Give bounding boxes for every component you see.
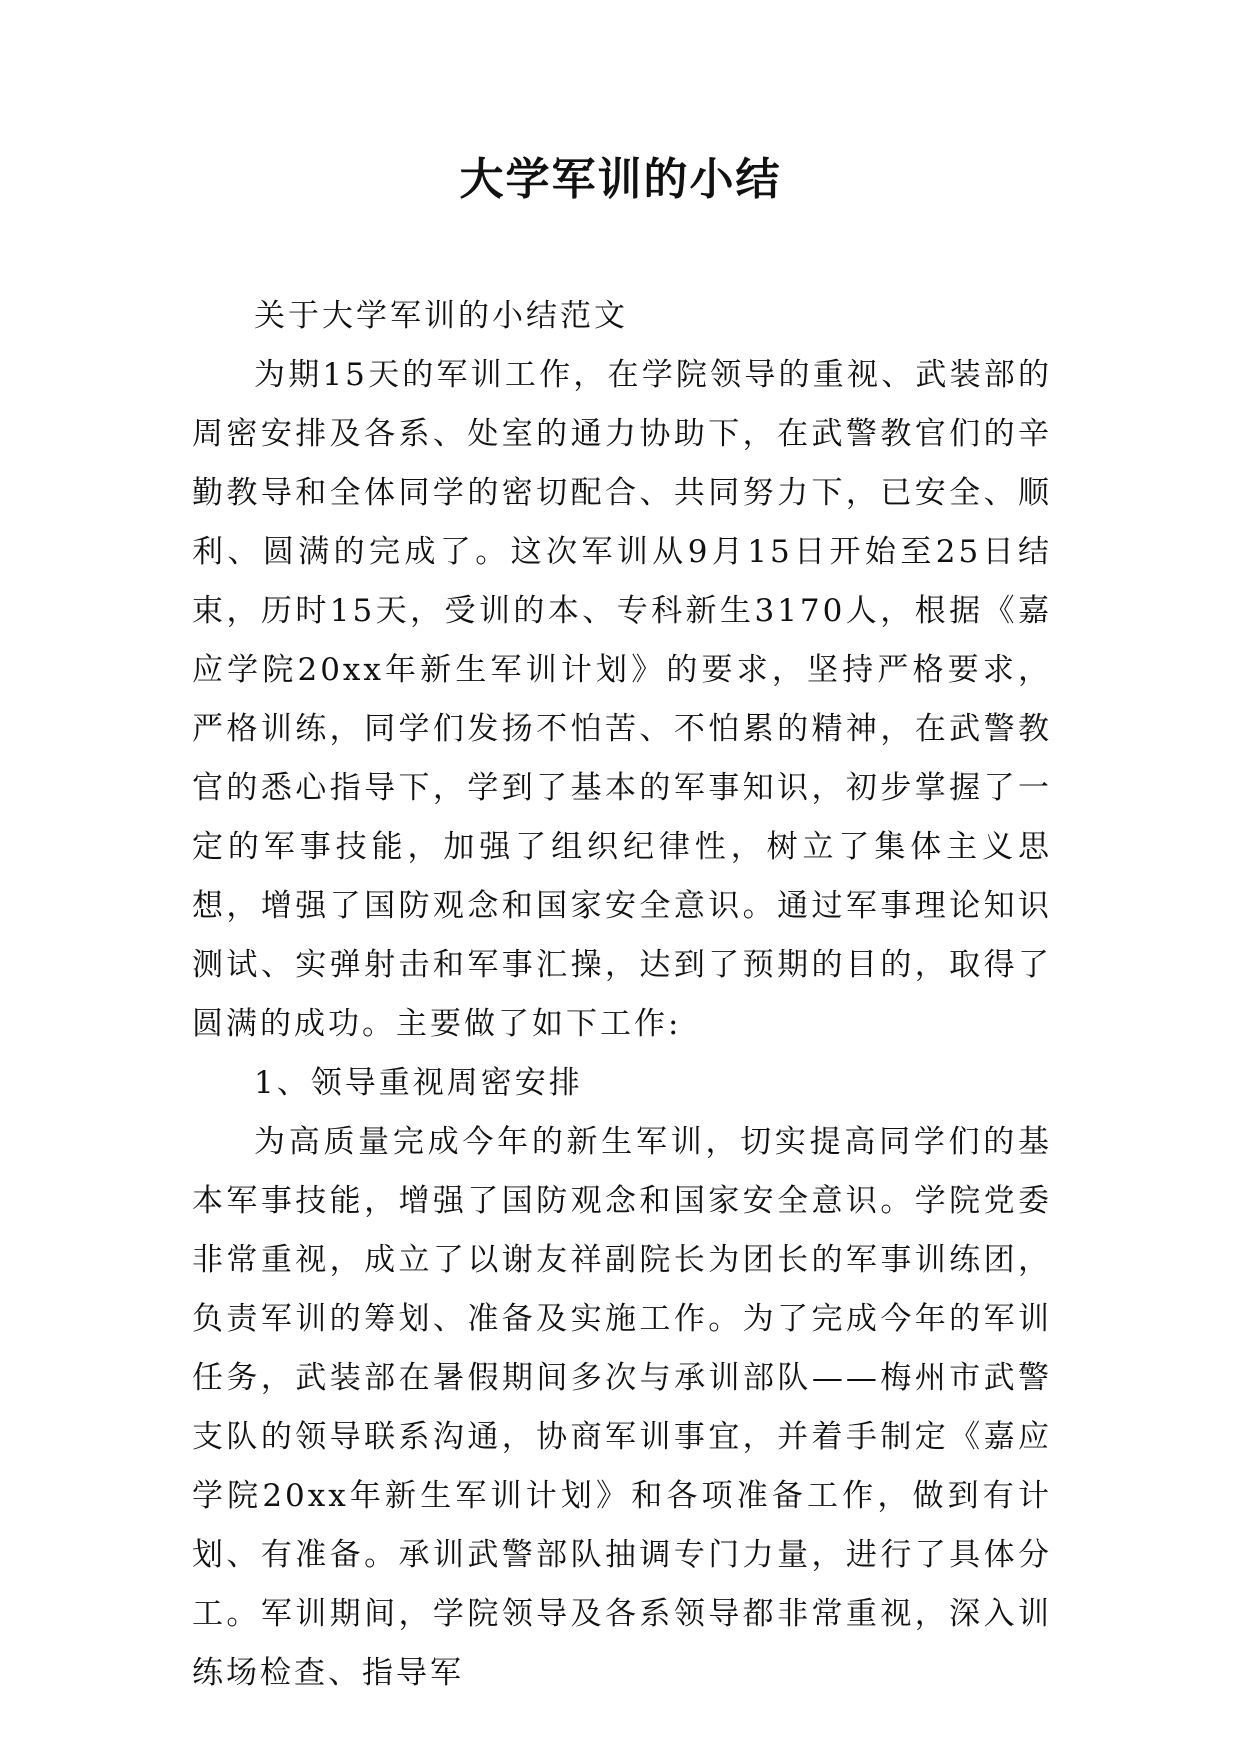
document-body bbox=[192, 287, 1052, 1703]
paragraph-intro: 为期15天的军训工作，在学院领导的重视、武装部的周密安排及各系、处室的通力协助下，在武警教官们的辛勤教导和全体同学的密切配合、共同努力下，已安全、顺利、圆满的完成了。这次军训从9月15日开始至25日结束，历时15天，受训的本、专科新生3170人，根据《嘉应学院20xx年新生军训计划》的要求，坚持严格要求，严格训练，同学们发扬不怕苦、不怕累的精神，在武警教官的悉心指导下，学到了基本的军事知识，初步掌握了一定的军事技能，加强了组织纪律性，树立了集体主义思想，增强了国防观念和国家安全意识。通过军事理论知识测试、实弹射击和军事汇操，达到了预期的目的，取得了圆满的成功。主要做了如下工作: bbox=[192, 357, 1052, 1042]
paragraph-section-1: 为高质量完成今年的新生军训，切实提高同学们的基本军事技能，增强了国防观念和国家安全意识。学院党委非常重视，成立了以谢友祥副院长为团长的军事训练团，负责军训的筹划、准备及实施工作。为了完成今年的军训任务，武装部在暑假期间多次与承训部队——梅州市武警支队的领导联系沟通，协商军训事宜，并着手制定《嘉应学院20xx年新生军训计划》和各项准备工作，做到有计划、有准备。承训武警部队抽调专门力量，进行了具体分工。军训期间，学院领导及各系领导都非常重视，深入训练场检查、指导军 bbox=[192, 1124, 1052, 1691]
paragraph-subtitle: 关于大学军训的小结范文 bbox=[254, 298, 628, 334]
section-heading-1: 1、领导重视周密安排 bbox=[254, 1065, 583, 1101]
document-title: 大学军训的小结 bbox=[459, 154, 782, 205]
